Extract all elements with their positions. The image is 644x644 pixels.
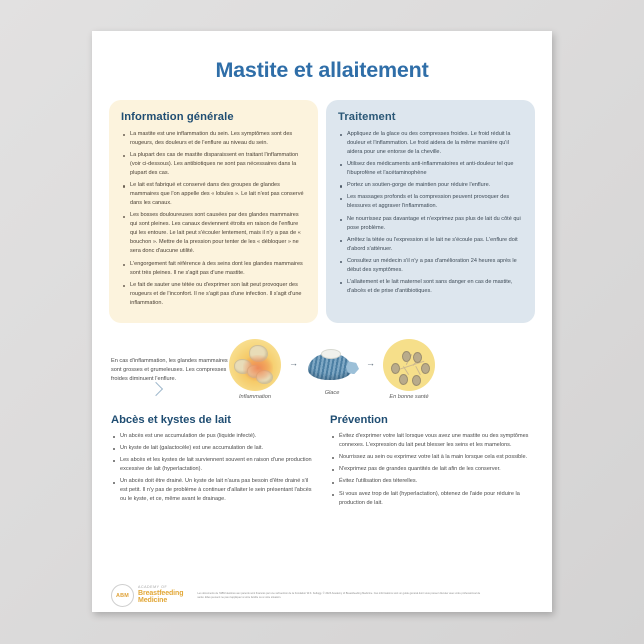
logo-line-medicine: Medicine	[138, 597, 168, 605]
abm-logo-mark-icon: ABM	[111, 584, 134, 607]
list-item: La mastite est une inflammation du sein. Les symptômes sont des rougeurs, des douleurs et de l'enflure au niveau du sein.	[121, 130, 306, 148]
list-item: Le fait de sauter une tétée ou d'exprimer son lait peut provoquer des rougeurs et de l'inconfort. Il ne s'agit pas d'une infection. Il s'agit d'une inflammation.	[121, 281, 306, 308]
list-information-generale	[121, 130, 306, 308]
abm-logo	[111, 584, 183, 607]
list-item: Utilisez des médicaments anti-inflammatoires et anti-douleur tel que l'ibuprofène et l'acétaminophène	[338, 160, 523, 178]
list-item: Arrêtez la tétée ou l'expression si le lait ne s'écoule pas. L'enflure doit d'abord s'atténuer.	[338, 236, 523, 254]
diagram-caption-en-bonne-sante: En bonne santé	[389, 394, 429, 401]
arrow-right-icon-2: →	[366, 358, 375, 369]
diagram-step-inflammation	[229, 339, 281, 400]
list-item: L'allaitement et le lait maternel sont sans danger en cas de mastite, d'abcès et de prise d'antibiotiques.	[338, 278, 523, 296]
healthy-gland-icon	[383, 339, 435, 391]
diagram-strip	[111, 333, 533, 407]
top-cards	[109, 100, 535, 323]
page-title: Mastite et allaitement	[215, 58, 429, 82]
list-item: Les abcès et les kystes de lait surviennent souvent en raison d'une production excessive de lait (hyperlactation).	[111, 456, 314, 474]
list-prevention	[330, 432, 533, 508]
section-abces-et-kystes-de-lait	[111, 414, 314, 511]
list-item: Un abcès est une accumulation de pus (liquide infecté).	[111, 432, 314, 441]
list-item: Évitez d'exprimer votre lait lorsque vous avez une mastite ou des symptômes connexes. L'expression du lait peut blesser les seins et les mamelons.	[330, 432, 533, 450]
legal-text: Les documents de l'ABM destinés aux parents sont financés par une subvention de la Fondation W.K. Kellogg. © 2023 Academy of Breastfeeding Medicine. Ces informations sont un guide général dont vous pouvez discuter avec votre professionnel de santé. Elles peuvent ne pas s'appliquer à votre famille ou à votre situation.	[197, 591, 481, 599]
list-item: Évitez l'utilisation des téterelles.	[330, 477, 533, 486]
list-item: L'engorgement fait référence à des seins dont les glandes mammaires sont très pleines. Il ne s'agit pas d'une mastite.	[121, 260, 306, 278]
list-item: Si vous avez trop de lait (hyperlactation), obtenez de l'aide pour réduire la production de lait.	[330, 490, 533, 508]
diagram-step-glace	[306, 343, 358, 396]
list-item: Ne nourrissez pas davantage et n'exprimez pas plus de lait du côté qui pose problème.	[338, 215, 523, 233]
list-item: Portez un soutien-gorge de maintien pour réduire l'enflure.	[338, 181, 523, 190]
list-item: Les massages profonds et la compression peuvent provoquer des blessures et aggraver l'inflammation.	[338, 193, 523, 211]
diagram-step-en-bonne-sante	[383, 339, 435, 400]
diagram-caption-inflammation: Inflammation	[238, 394, 272, 401]
bottom-sections	[111, 414, 533, 511]
list-item: N'exprimez pas de grandes quantités de lait afin de les conserver.	[330, 465, 533, 474]
list-item: La plupart des cas de mastite disparaissent en traitant l'inflammation (voir ci-dessous). Les antibiotiques ne sont pas nécessaires dans la plupart des cas.	[121, 151, 306, 178]
list-item: Le lait est fabriqué et conservé dans des groupes de glandes mammaires que l'on appelle des « lobules ». Le lait n'est pas conservé dans les canaux.	[121, 181, 306, 208]
diagram-note-wrapper	[111, 355, 229, 385]
section-prevention	[330, 414, 533, 511]
arrow-right-icon-1: →	[289, 358, 298, 369]
footer	[92, 584, 552, 607]
list-item: Consultez un médecin s'il n'y a pas d'amélioration 24 heures après le début des symptômes.	[338, 257, 523, 275]
list-item: Un kyste de lait (galactocèle) est une accumulation de lait.	[111, 444, 314, 453]
card-information-generale	[109, 100, 318, 323]
card-heading-information-generale: Information générale	[121, 111, 234, 123]
logo-line-breastfeeding: Breastfeeding	[138, 589, 184, 597]
poster-sheet	[92, 31, 552, 612]
diagram-note: En cas d'inflammation, les glandes mammaires sont grosses et grumeleuses. Les compresses froides diminuent l'enflure.	[111, 357, 228, 383]
list-abces	[111, 432, 314, 504]
list-item: Appliquez de la glace ou des compresses froides. Le froid réduit la douleur et l'inflammation. Le froid aidera de la même manière qu'il aidera pour une entorse de la cheville.	[338, 130, 523, 157]
logo-line-academy-of: ACADEMY OF	[138, 585, 168, 590]
section-heading-prevention: Prévention	[330, 413, 388, 426]
diagram-caption-glace: Glace	[324, 390, 340, 397]
section-heading-abces: Abcès et kystes de lait	[111, 413, 232, 426]
ice-pack-icon	[306, 343, 358, 387]
chevron-right-icon	[149, 382, 163, 396]
card-traitement	[326, 100, 535, 323]
list-item: Les bosses douloureuses sont causées par des glandes mammaires qui sont pleines. Les canaux deviennent étroits en raison de l'enflure qui les entoure. Le lait peut s'écouler lentement, mais il n'y a pas de « bouchon ». Mettre de la pression pour tenter de les « débloquer » ne sera donc d'aucune utilité.	[121, 211, 306, 256]
card-heading-traitement: Traitement	[338, 111, 396, 123]
inflamed-gland-icon	[229, 339, 281, 391]
list-item: Un abcès doit être drainé. Un kyste de lait n'aura pas besoin d'être drainé s'il est petit. Il n'y pas de problème à continuer d'allaiter le sein présentant l'abcès ou le kyste, et ce, même avant le drainage.	[111, 477, 314, 504]
list-item: Nourrissez au sein ou exprimez votre lait à la main lorsque cela est possible.	[330, 453, 533, 462]
list-traitement	[338, 130, 523, 296]
